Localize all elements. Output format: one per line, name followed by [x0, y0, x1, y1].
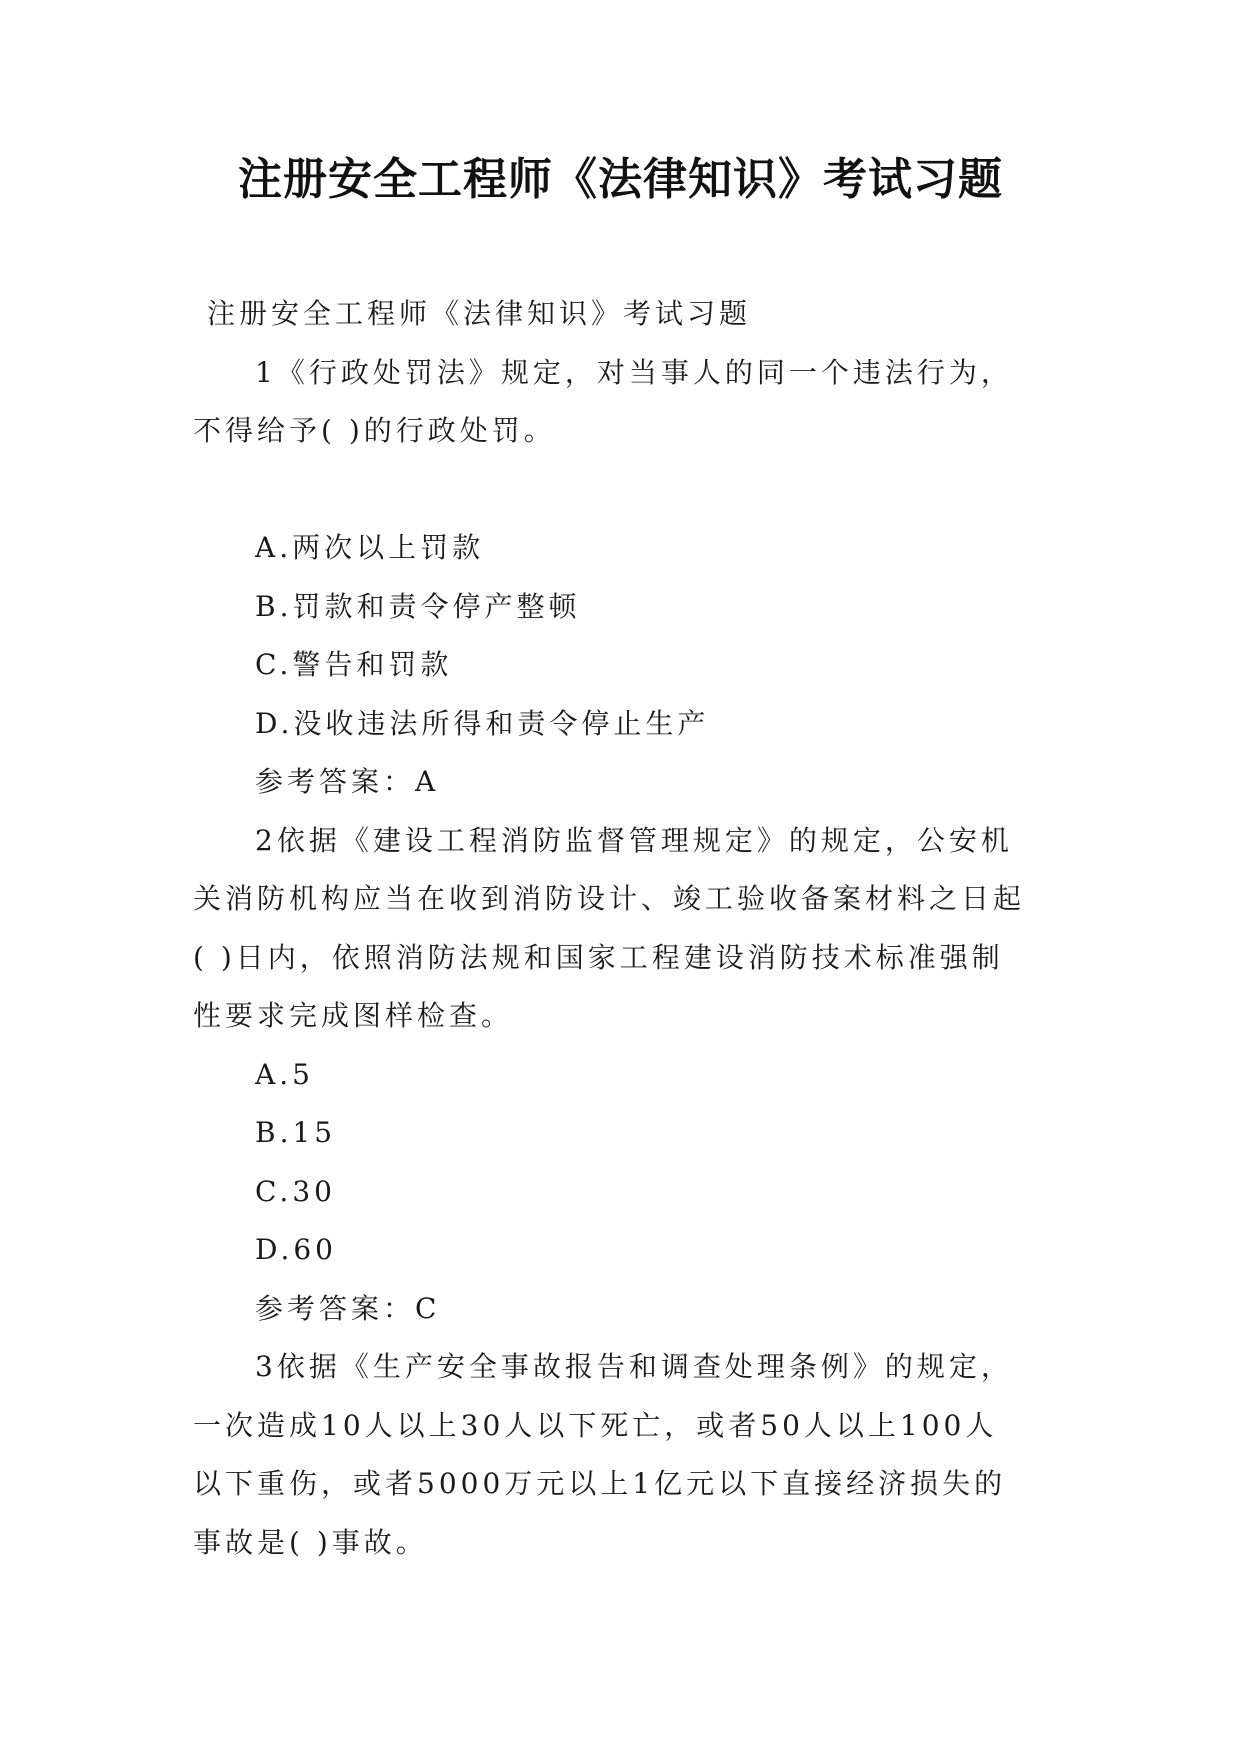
option-b: B.罚款和责令停产整顿: [255, 589, 581, 623]
question-text-line: 关消防机构应当在收到消防设计、竣工验收备案材料之日起: [193, 882, 1026, 915]
option-c: C.30: [255, 1174, 336, 1208]
option-a: A.5: [255, 1057, 314, 1091]
blank-line: [193, 461, 1053, 520]
option-d: D.没收违法所得和责令停止生产: [255, 706, 710, 740]
question-text-line: 不得给予( )的行政处罚。: [193, 414, 556, 447]
option-d: D.60: [255, 1233, 337, 1266]
option-c: C.警告和罚款: [255, 648, 453, 681]
document-title: 注册安全工程师《法律知识》考试习题: [238, 154, 1003, 205]
option-b: B.15: [255, 1116, 337, 1149]
question-2: [193, 812, 1053, 1339]
question-text-line: 事故是( )事故。: [193, 1525, 428, 1559]
question-text-line: 3依据《生产安全事故报告和调查处理条例》的规定，: [255, 1350, 1013, 1383]
question-text-line: 性要求完成图样检查。: [193, 999, 514, 1032]
question-1: [193, 344, 1053, 812]
option-a: A.两次以上罚款: [255, 531, 485, 564]
question-text-line: 以下重伤，或者5000万元以上1亿元以下直接经济损失的: [193, 1467, 1007, 1500]
question-text-line: ( )日内，依照消防法规和国家工程建设消防技术标准强制: [193, 940, 1004, 974]
reference-answer: 参考答案：C: [255, 1291, 441, 1325]
question-text-line: 一次造成10人以上30人以下死亡，或者50人以上100人: [193, 1408, 998, 1442]
question-text-line: 2依据《建设工程消防监督管理规定》的规定，公安机: [255, 823, 1013, 857]
question-text-line: 1《行政处罚法》规定，对当事人的同一个违法行为，: [255, 355, 1013, 389]
document-body: [193, 285, 1053, 1572]
body-subtitle: 注册安全工程师《法律知识》考试习题: [207, 297, 752, 330]
question-3: [193, 1338, 1053, 1572]
reference-answer: 参考答案：A: [255, 765, 440, 798]
